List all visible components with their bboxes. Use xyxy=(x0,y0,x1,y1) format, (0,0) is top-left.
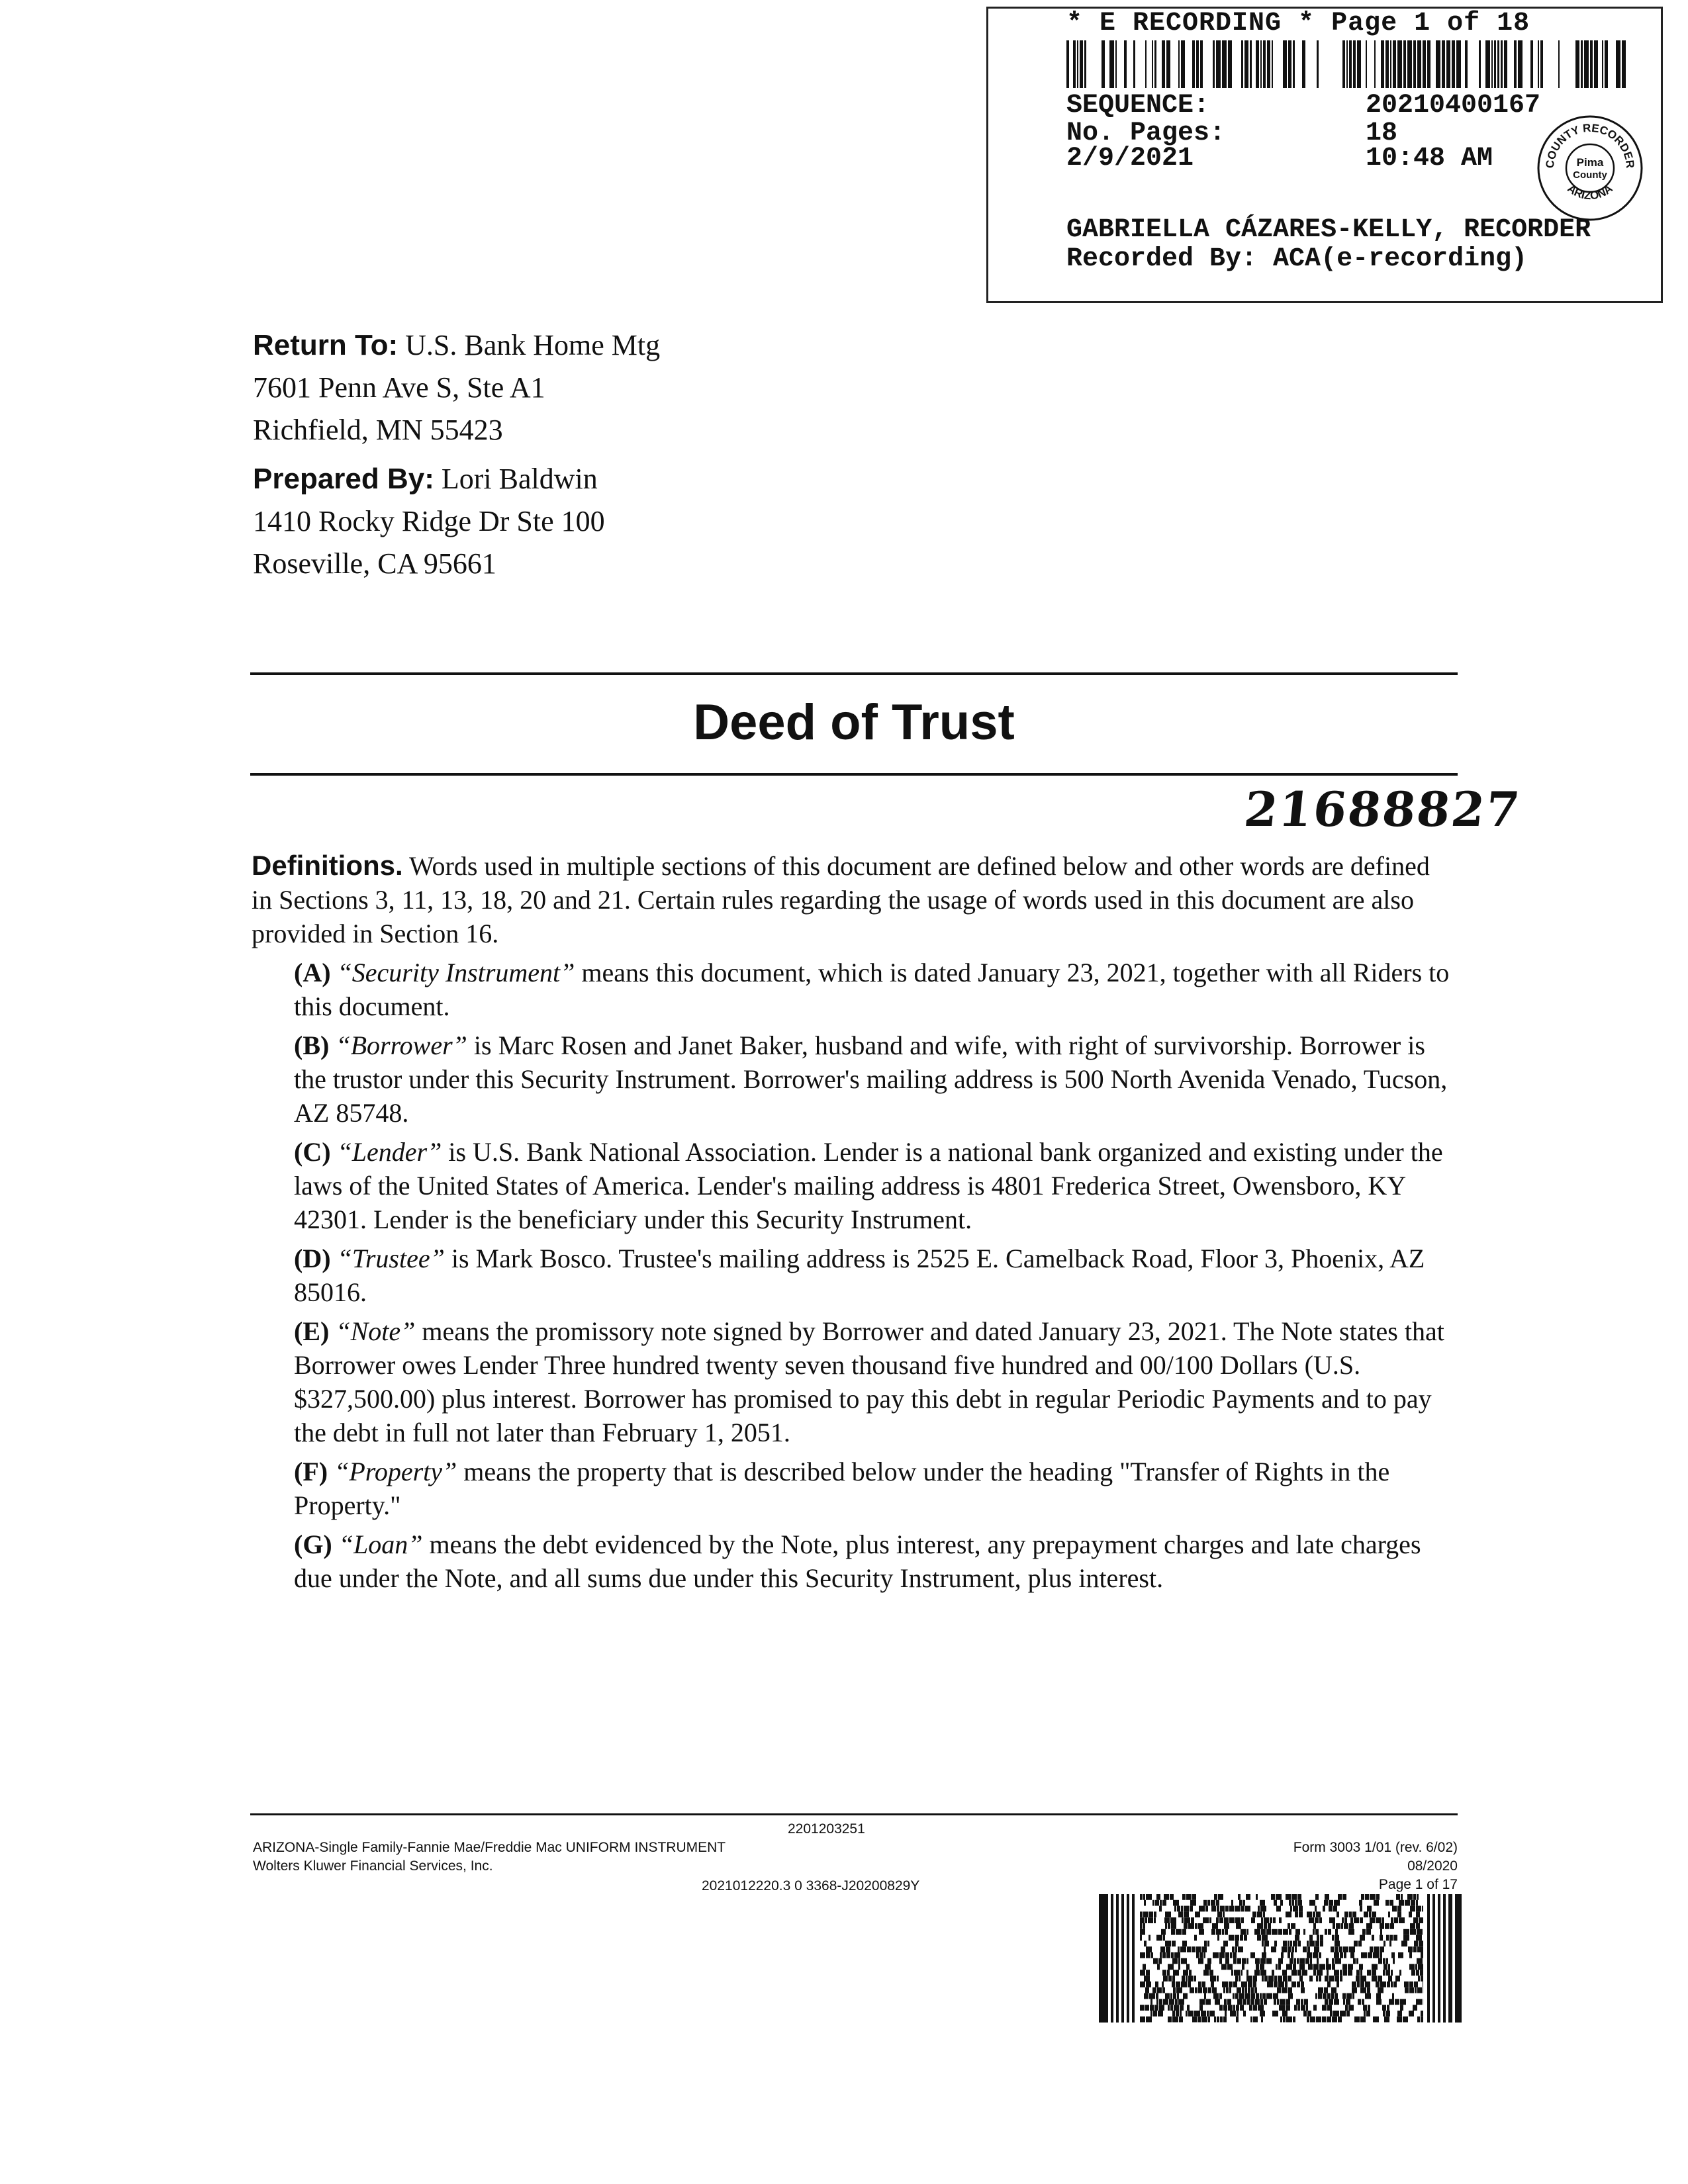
definition-text: means the property that is described below under the heading "Transfer of Rights in the Property." xyxy=(294,1457,1390,1520)
definition-letter: (B) xyxy=(294,1030,330,1060)
definitions-section xyxy=(252,848,1456,1595)
recording-time: 10:48 AM xyxy=(1366,144,1493,173)
footer-rule xyxy=(250,1813,1458,1815)
definition-c xyxy=(252,1135,1456,1236)
definition-term: “Property” xyxy=(334,1457,457,1486)
definition-letter: (D) xyxy=(294,1244,331,1273)
definition-text: is U.S. Bank National Association. Lender is a national bank organized and existing under the laws of the United States of America. Lender's mailing address is 4801 Frederica Street, Owensboro, KY 42301. Lender is the beneficiary under this Security Instrument. xyxy=(294,1137,1443,1234)
seal-top-text: COUNTY RECORDER xyxy=(1543,121,1637,169)
pages-value: 18 xyxy=(1366,118,1398,148)
definition-letter: (E) xyxy=(294,1316,330,1346)
sequence-label: SEQUENCE: xyxy=(1066,91,1210,120)
footer-form-name: ARIZONA-Single Family-Fannie Mae/Freddie Mac UNIFORM INSTRUMENT xyxy=(253,1840,726,1855)
pages-label: No. Pages: xyxy=(1066,118,1226,148)
definitions-heading: Definitions. xyxy=(252,850,403,881)
definition-text: is Marc Rosen and Janet Baker, husband and wife, with right of survivorship. Borrower is the trustor under this Security Instrument. Borrower's mailing address is 500 North Avenida Venado, Tucson, AZ 85748. xyxy=(294,1030,1448,1128)
footer-loan-number: 2201203251 xyxy=(788,1821,865,1837)
definition-letter: (F) xyxy=(294,1457,328,1486)
definition-text: means the debt evidenced by the Note, plus interest, any prepayment charges and late charges due under the Note, and all sums due under this Security Instrument, plus interest. xyxy=(294,1529,1421,1593)
definition-letter: (G) xyxy=(294,1529,332,1559)
definition-text: means the promissory note signed by Borrower and dated January 23, 2021. The Note states that Borrower owes Lender Three hundred twenty seven thousand five hundred and 00/100 Dollars (U.S. $327,500.00) plus interest. Borrower has promised to pay this debt in regular Periodic Payments and to pay the debt in full not later than February 1, 2051. xyxy=(294,1316,1444,1447)
definition-term: “Note” xyxy=(336,1316,416,1346)
return-to-line2: Richfield, MN 55423 xyxy=(253,414,503,446)
definition-f xyxy=(252,1455,1456,1522)
definition-term: “Trustee” xyxy=(337,1244,445,1273)
return-to-label: Return To: xyxy=(253,329,399,361)
definition-term: “Loan” xyxy=(338,1529,423,1559)
recording-date: 2/9/2021 xyxy=(1066,144,1194,173)
svg-text:ARIZONA xyxy=(1565,182,1615,202)
recording-barcode xyxy=(1066,40,1626,88)
prepared-by-block xyxy=(253,458,605,585)
definition-d xyxy=(252,1242,1456,1309)
definition-text: means this document, which is dated January 23, 2021, together with all Riders to this document. xyxy=(294,958,1450,1021)
definition-term: “Lender” xyxy=(337,1137,442,1167)
definition-term: “Security Instrument” xyxy=(337,958,575,987)
definition-text: is Mark Bosco. Trustee's mailing address is 2525 E. Camelback Road, Floor 3, Phoenix, AZ 85016. xyxy=(294,1244,1425,1307)
definitions-intro: Words used in multiple sections of this document are defined below and other words are defined in Sections 3, 11, 13, 18, 20 and 21. Certain rules regarding the usage of words used in this document are also provided in Section 16. xyxy=(252,851,1430,948)
document-title: Deed of Trust xyxy=(693,694,1015,751)
seal-center-text-1: Pima xyxy=(1576,156,1604,169)
seal-center-text-2: County xyxy=(1573,169,1607,181)
recorder-name: GABRIELLA CÁZARES-KELLY, RECORDER xyxy=(1066,215,1591,245)
county-recorder-seal xyxy=(1535,113,1645,223)
footer-doc-code: 2021012220.3 0 3368-J20200829Y xyxy=(702,1878,920,1893)
footer-form-number: Form 3003 1/01 (rev. 6/02) xyxy=(1293,1840,1458,1855)
definitions-intro-paragraph xyxy=(252,848,1456,950)
footer-page: Page 1 of 17 xyxy=(1378,1877,1458,1892)
return-to-block xyxy=(253,324,660,451)
footer-form-date: 08/2020 xyxy=(1407,1858,1458,1874)
title-rule-bottom xyxy=(250,773,1458,776)
definition-letter: (C) xyxy=(294,1137,331,1167)
prepared-by-name: Lori Baldwin xyxy=(441,463,598,495)
definition-e xyxy=(252,1314,1456,1449)
return-to-name: U.S. Bank Home Mtg xyxy=(405,329,661,361)
title-rule-top xyxy=(250,672,1458,675)
prepared-by-line2: Roseville, CA 95661 xyxy=(253,547,496,580)
recorded-by: Recorded By: ACA(e-recording) xyxy=(1066,244,1528,274)
return-to-line1: 7601 Penn Ave S, Ste A1 xyxy=(253,371,545,404)
footer-publisher: Wolters Kluwer Financial Services, Inc. xyxy=(253,1858,493,1874)
sequence-value: 20210400167 xyxy=(1366,91,1541,120)
prepared-by-label: Prepared By: xyxy=(253,463,434,495)
definition-g xyxy=(252,1527,1456,1595)
recording-stamp xyxy=(986,7,1663,303)
definition-a xyxy=(252,956,1456,1023)
pdf417-barcode xyxy=(1099,1894,1462,2023)
seal-bottom-text: ARIZONA xyxy=(1565,182,1615,203)
definition-term: “Borrower” xyxy=(336,1030,467,1060)
prepared-by-line1: 1410 Rocky Ridge Dr Ste 100 xyxy=(253,505,605,537)
recording-header: * E RECORDING * Page 1 of 18 xyxy=(1066,9,1530,38)
handwritten-number: 21688827 xyxy=(1241,781,1524,837)
definition-b xyxy=(252,1028,1456,1130)
definition-letter: (A) xyxy=(294,958,331,987)
